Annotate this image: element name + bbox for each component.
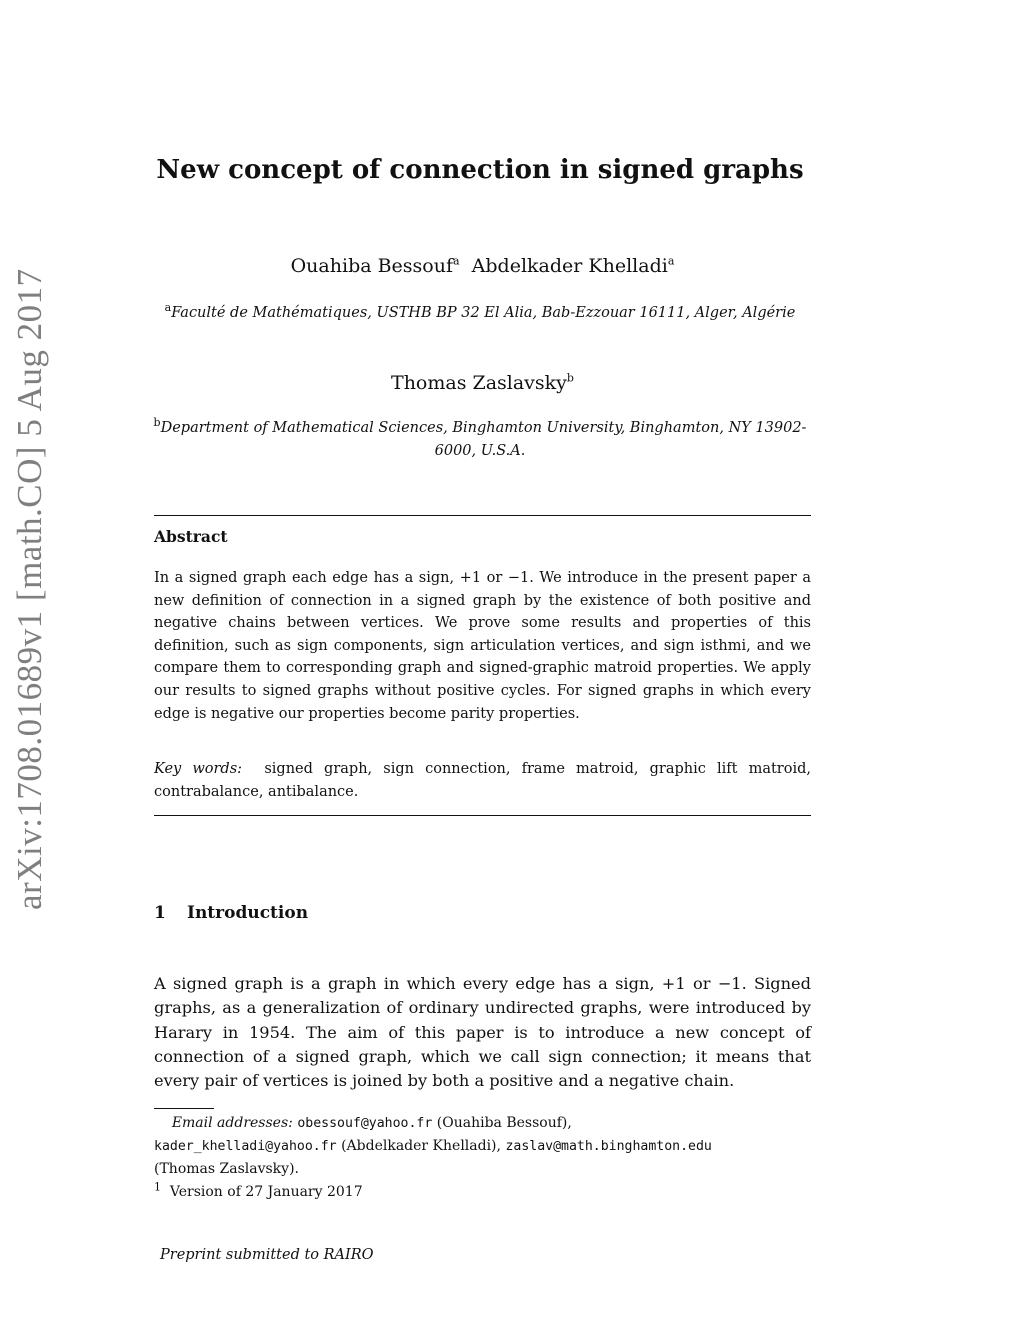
section-title: Introduction xyxy=(187,903,309,923)
introduction-paragraph: A signed graph is a graph in which every edge has a sign, +1 or −1. Signed graphs, as a generalization of ordinary undirected graphs, were introduced by Harary in 1954. The aim of this paper is to introduce a new concept of connection of a signed graph, which we call sign connection; it means that every pair of vertices is joined by both a positive and a negative chain. xyxy=(154,974,811,1091)
footnote-mark: 1 xyxy=(154,1180,161,1194)
affiliation-text: Faculté de Mathématiques, USTHB BP 32 El Alia, Bab-Ezzouar 16111, Alger, Algérie xyxy=(171,305,796,321)
affiliation-mark: b xyxy=(153,416,161,430)
footnote-emails xyxy=(154,1112,854,1181)
email-address[interactable]: zaslav@math.binghamton.edu xyxy=(505,1139,712,1154)
abstract-top-rule xyxy=(154,515,811,516)
keywords-label: Key words: xyxy=(154,761,243,777)
email-owner: (Ouahiba Bessouf), xyxy=(436,1115,572,1131)
version-text: Version of 27 January 2017 xyxy=(169,1184,363,1200)
paper-title: New concept of connection in signed graphs xyxy=(156,155,804,185)
keywords xyxy=(154,758,811,803)
author-name: Abdelkader Khelladi xyxy=(471,255,668,277)
author-affiliation-mark: b xyxy=(566,371,574,385)
abstract-bottom-rule xyxy=(154,815,811,816)
authors-line xyxy=(0,372,965,394)
author-affiliation-mark: a xyxy=(453,254,460,268)
author-name: Ouahiba Bessouf xyxy=(290,255,454,277)
footnote-rule xyxy=(154,1108,214,1109)
preprint-note: Preprint submitted to RAIRO xyxy=(160,1247,374,1263)
affiliation-b xyxy=(150,417,810,463)
affiliation-a xyxy=(150,302,810,325)
arxiv-identifier-stamp: arXiv:1708.01689v1 [math.CO] 5 Aug 2017 xyxy=(10,268,49,910)
footnote-version xyxy=(154,1181,854,1204)
footnotes xyxy=(154,1112,854,1204)
email-address[interactable]: kader_khelladi@yahoo.fr xyxy=(154,1139,337,1154)
section-number: 1 xyxy=(154,903,166,923)
author-affiliation-mark: a xyxy=(667,254,675,268)
section-heading xyxy=(154,903,308,923)
email-owner: (Abdelkader Khelladi), xyxy=(341,1138,501,1154)
email-label: Email addresses: xyxy=(171,1115,293,1131)
author-name: Thomas Zaslavsky xyxy=(391,372,567,394)
email-address[interactable]: obessouf@yahoo.fr xyxy=(297,1116,433,1131)
affiliation-mark: a xyxy=(164,301,172,315)
abstract-heading: Abstract xyxy=(154,527,228,546)
email-owner: (Thomas Zaslavsky). xyxy=(154,1161,299,1177)
abstract-text: In a signed graph each edge has a sign, +1 or −1. We introduce in the present paper a new definition of connection in a signed graph by the existence of both positive and negative chains between vertices. We prove some results and properties of this definition, such as sign components, sign articulation vertices, and sign isthmi, and we compare them to corresponding graph and signed-graphic matroid properties. We apply our results to signed graphs without positive cycles. For signed graphs in which every edge is negative our properties become parity properties. xyxy=(154,570,811,722)
affiliation-text: Department of Mathematical Sciences, Binghamton University, Binghamton, NY 13902-6000, U.S.A. xyxy=(160,420,807,459)
keywords-text: signed graph, sign connection, frame matroid, graphic lift matroid, contrabalance, antibalance. xyxy=(154,761,811,800)
authors-line xyxy=(0,255,965,277)
